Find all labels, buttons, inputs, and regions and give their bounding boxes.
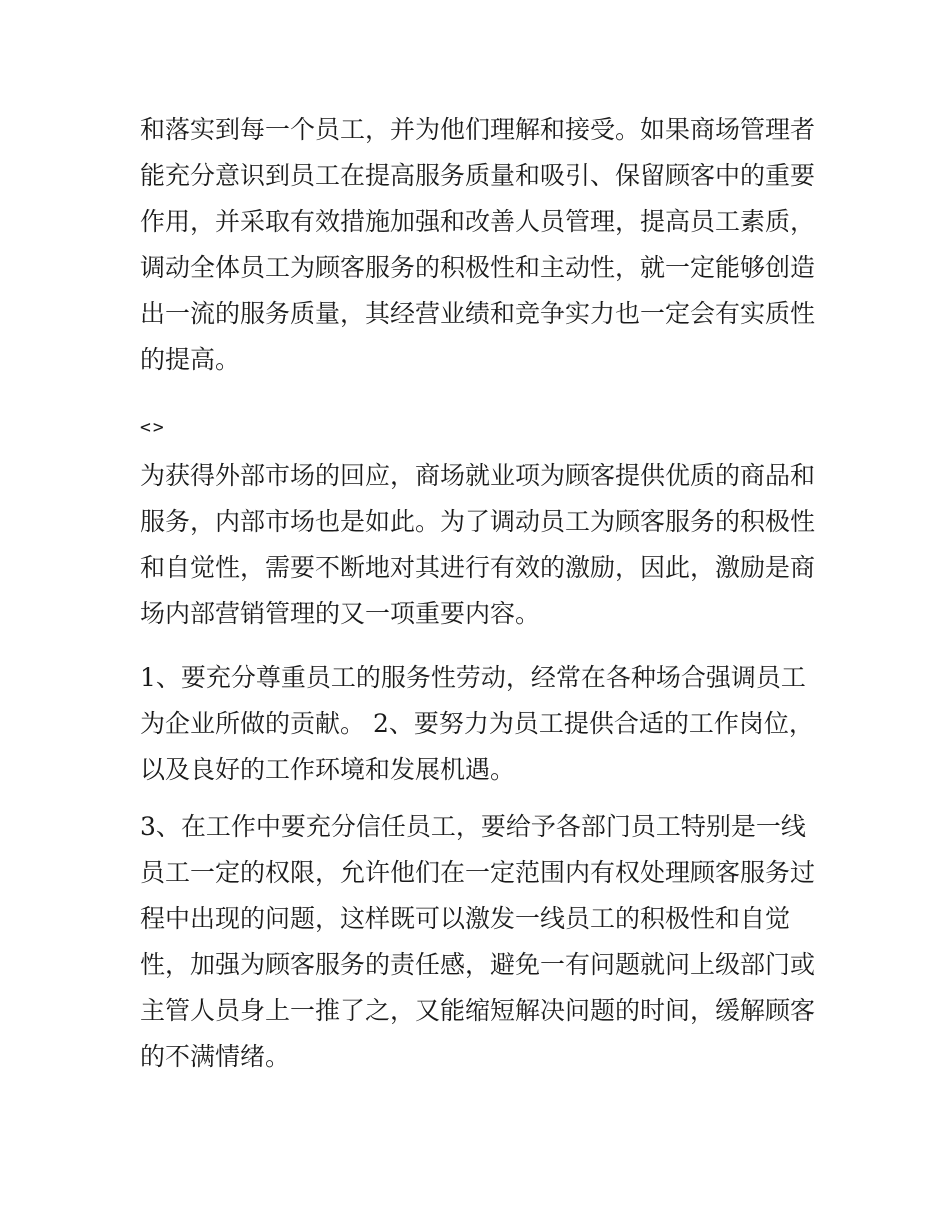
list-item-3: [140, 804, 820, 1080]
text-line: 和落实到每一个员工，并为他们理解和接受。如果商场管理者: [140, 115, 816, 144]
text-line: 性，加强为顾客服务的责任感，避免一有问题就问上级部门或: [140, 950, 816, 979]
text-line: 主管人员身上一推了之，又能缩短解决问题的时间，缓解顾客: [140, 996, 816, 1025]
text-line: 的提高。: [140, 345, 241, 374]
text-line: 员工一定的权限，允许他们在一定范围内有权处理顾客服务过: [140, 858, 816, 887]
paragraph-incentives: [140, 453, 820, 637]
section-separator: [140, 405, 820, 451]
text-line: 以及良好的工作环境和发展机遇。: [140, 755, 516, 784]
separator-mark: <>: [140, 417, 166, 438]
list-item-1-2: [140, 655, 820, 793]
text-line: 为企业所做的贡献。 2、要努力为员工提供合适的工作岗位，: [140, 709, 814, 738]
text-line: 和自觉性，需要不断地对其进行有效的激励，因此，激励是商: [140, 553, 816, 582]
text-line: 出一流的服务质量，其经营业绩和竞争实力也一定会有实质性: [140, 299, 816, 328]
text-line: 服务，内部市场也是如此。为了调动员工为顾客服务的积极性: [140, 507, 816, 536]
text-line: 场内部营销管理的又一项重要内容。: [140, 599, 541, 628]
paragraph-staff-management: [140, 107, 820, 383]
text-line: 调动全体员工为顾客服务的积极性和主动性，就一定能够创造: [140, 253, 816, 282]
text-line: 的不满情绪。: [140, 1042, 291, 1071]
text-line: 3、在工作中要充分信任员工，要给予各部门员工特别是一线: [140, 812, 806, 841]
text-line: 为获得外部市场的回应，商场就业项为顾客提供优质的商品和: [140, 461, 816, 490]
text-line: 1、要充分尊重员工的服务性劳动，经常在各种场合强调员工: [140, 663, 806, 692]
text-line: 程中出现的问题，这样既可以激发一线员工的积极性和自觉: [140, 904, 791, 933]
text-line: 作用，并采取有效措施加强和改善人员管理，提高员工素质，: [140, 207, 816, 236]
text-line: 能充分意识到员工在提高服务质量和吸引、保留顾客中的重要: [140, 161, 816, 190]
